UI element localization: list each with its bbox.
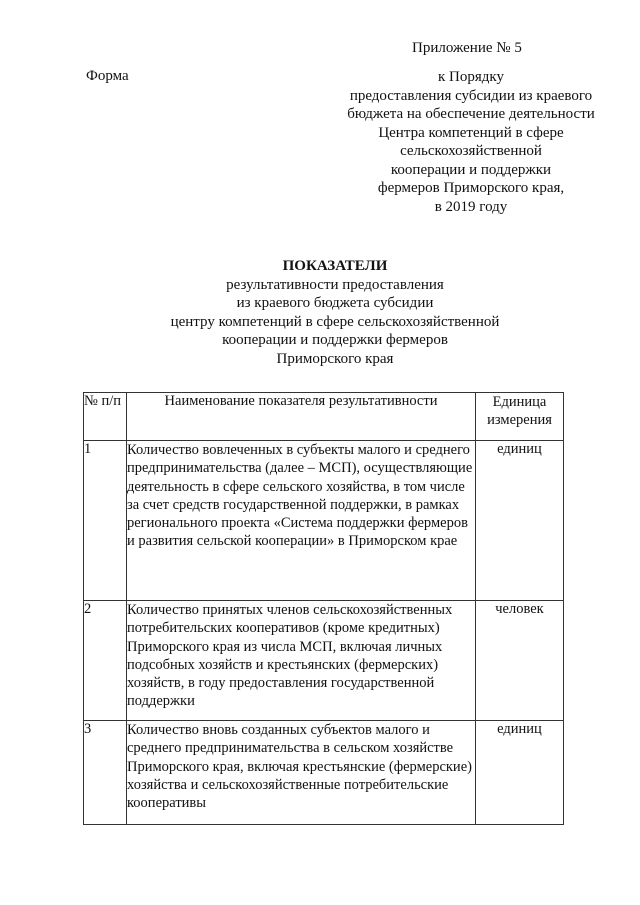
table-row [84,441,564,601]
heading-line: Приморского края [276,350,394,367]
indicator-unit: единиц [476,441,564,601]
document-heading [120,257,550,368]
indicator-name: Количество вовлеченных в субъекты малого и среднего предпринимательства (далее – МСП), осуществляющие деятельность в сфере сельского хозяйства, в том числе за счет средств государственной поддержки, в рамках регионального проекта «Система поддержки фермеров и развития сельской кооперации» в Приморском крае [127,441,476,601]
indicator-unit: человек [476,601,564,721]
column-header-number: № п/п [84,393,127,441]
table-row [84,601,564,721]
heading-line: центру компетенций в сфере сельскохозяйственной [170,313,500,330]
order-line: предоставления субсидии из краевого [349,87,593,104]
appendix-number: Приложение № 5 [412,40,522,56]
table-row [84,721,564,825]
indicator-name: Количество принятых членов сельскохозяйственных потребительских кооперативов (кроме кредитных) Приморского края из числа МСП, включая личных подсобных хозяйств и крестьянских (фермерских) хозяйств, в году предоставления государственной поддержки [127,601,476,721]
heading-line: результативности предоставления [226,276,444,293]
indicators-table [83,392,564,825]
table-header-row [84,393,564,441]
order-line: бюджета на обеспечение деятельности [347,106,595,122]
row-number: 2 [84,601,127,721]
column-header-name: Наименование показателя результативности [127,393,476,441]
heading-line: из краевого бюджета субсидии [236,295,434,311]
heading-title: ПОКАЗАТЕЛИ [282,258,388,274]
heading-line: кооперации и поддержки фермеров [222,332,448,348]
order-reference [336,68,606,216]
order-line: фермеров Приморского края, [377,180,565,196]
order-line: в 2019 году [434,198,508,215]
order-line: к Порядку [438,69,504,85]
order-line: кооперации и поддержки [390,161,552,178]
indicator-unit: единиц [476,721,564,825]
row-number: 3 [84,721,127,825]
column-header-unit: Единица измерения [476,393,564,441]
form-label: Форма [86,68,129,84]
indicator-name: Количество вновь созданных субъектов малого и среднего предпринимательства в сельском хозяйстве Приморского края, включая крестьянские (фермерские) хозяйства и сельскохозяйственные потребительские кооперативы [127,721,476,825]
order-line: сельскохозяйственной [400,143,542,159]
order-line: Центра компетенций в сфере [378,124,564,141]
row-number: 1 [84,441,127,601]
